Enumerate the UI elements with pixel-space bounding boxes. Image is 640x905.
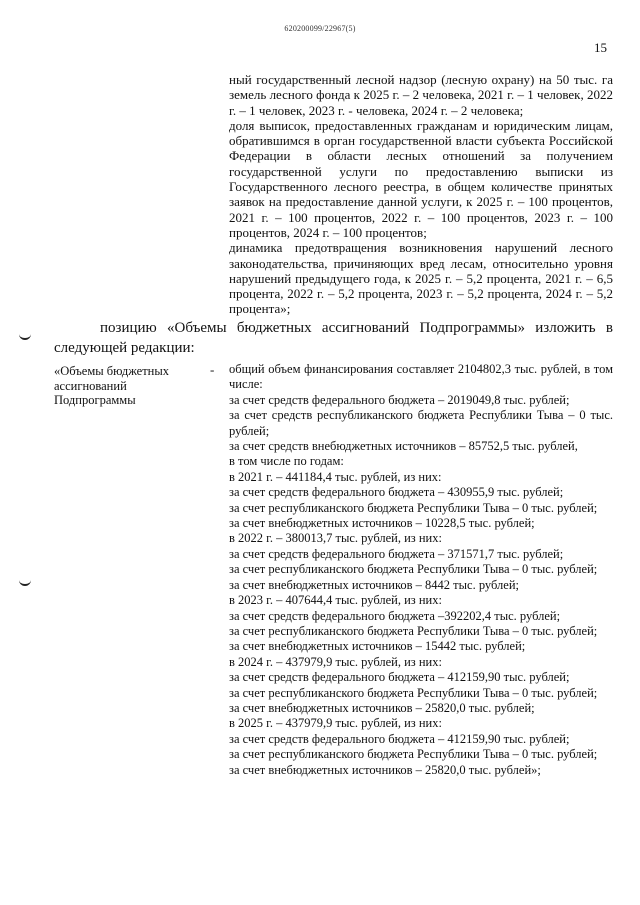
funding-line: за счет внебюджетных источников – 15442 тыс. рублей; — [229, 639, 526, 654]
funding-line: за счет средств федерального бюджета – 2019049,8 тыс. рублей; — [229, 392, 570, 407]
funding-line: в 2023 г. – 407644,4 тыс. рублей, из них: — [229, 593, 442, 608]
instruction-paragraph — [54, 318, 613, 358]
funding-line: за счет внебюджетных источников – 8442 тыс. рублей; — [229, 577, 520, 592]
page-number: 15 — [594, 40, 607, 55]
funding-line: за счет республиканского бюджета Республики Тыва – 0 тыс. рублей; — [229, 747, 598, 762]
funding-line: в том числе по годам: — [229, 454, 344, 469]
list-item: ный государственный лесной надзор (лесную охрану) на 50 тыс. га земель лесного фонда к 2025 г. – 2 человека, 2021 г. – 1 человек, 2022 г. – 1 человек, 2023 г. - человека, 2024 г. – 2 человека; — [229, 72, 613, 118]
table-left-label: «Объемы бюджетных ассигнований Подпрограммы — [54, 364, 170, 407]
funding-details — [229, 362, 613, 778]
margin-mark — [19, 334, 31, 340]
list-item: доля выписок, предоставленных гражданам и юридическим лицам, обратившимся в орган государственной власти субъекта Российской Федерации в области лесных отношений за получением государственной услуги по предоставлению выписки из Государственного лесного реестра, в общем количестве принятых заявок на предоставление данной услуги, к 2025 г. – 100 процентов, 2021 г. – 100 процентов, 2022 г. – 100 процентов, 2023 г. – 100 процентов, 2024 г. – 100 процентов; — [229, 117, 613, 240]
instruction-text: позицию «Объемы бюджетных ассигнований Подпрограммы» изложить в следующей редакции: — [54, 320, 613, 356]
continued-indicator-list — [229, 72, 613, 317]
list-item: динамика предотвращения возникновения нарушений лесного законодательства, причиняющих вред лесам, относительно уровня нарушений предыдущего года, к 2025 г. – 5,2 процента, 2021 г. – 6,5 процента, 2022 г. – 5,2 процента, 2023 г. – 5,2 процента, 2024 г. – 5,2 процента»; — [229, 240, 613, 317]
funding-line: за счет республиканского бюджета Республики Тыва – 0 тыс. рублей; — [229, 685, 598, 700]
funding-line: за счет средств федерального бюджета – 371571,7 тыс. рублей; — [229, 546, 564, 561]
funding-line: за счет внебюджетных источников – 10228,5 тыс. рублей; — [229, 516, 535, 531]
document-id: 620200099/22967(5) — [284, 24, 356, 33]
funding-line: в 2024 г. – 437979,9 тыс. рублей, из них: — [229, 654, 442, 669]
funding-line: за счет средств федерального бюджета –392202,4 тыс. рублей; — [229, 608, 561, 623]
table-dash: - — [210, 362, 215, 377]
funding-line: в 2022 г. – 380013,7 тыс. рублей, из них: — [229, 531, 442, 546]
funding-line: за счет средств федерального бюджета – 430955,9 тыс. рублей; — [229, 485, 564, 500]
funding-line: за счет внебюджетных источников – 25820,0 тыс. рублей»; — [229, 762, 541, 777]
funding-line: за счет республиканского бюджета Республики Тыва – 0 тыс. рублей; — [229, 500, 598, 515]
funding-line: в 2021 г. – 441184,4 тыс. рублей, из них: — [229, 469, 442, 484]
funding-line: в 2025 г. – 437979,9 тыс. рублей, из них: — [229, 716, 442, 731]
funding-line: за счет республиканского бюджета Республики Тыва – 0 тыс. рублей; — [229, 623, 598, 638]
margin-mark — [19, 580, 31, 586]
funding-line: за счет средств внебюджетных источников – 85752,5 тыс. рублей, — [229, 439, 578, 454]
funding-line: за счет внебюджетных источников – 25820,0 тыс. рублей; — [229, 700, 535, 715]
funding-line: за счет средств федерального бюджета – 412159,90 тыс. рублей; — [229, 670, 570, 685]
funding-line: за счет средств республиканского бюджета Республики Тыва – 0 тыс. рублей; — [229, 408, 613, 438]
funding-line: за счет средств федерального бюджета – 412159,90 тыс. рублей; — [229, 731, 570, 746]
funding-line: за счет республиканского бюджета Республики Тыва – 0 тыс. рублей; — [229, 562, 598, 577]
funding-line: общий объем финансирования составляет 2104802,3 тыс. рублей, в том числе: — [229, 362, 613, 392]
